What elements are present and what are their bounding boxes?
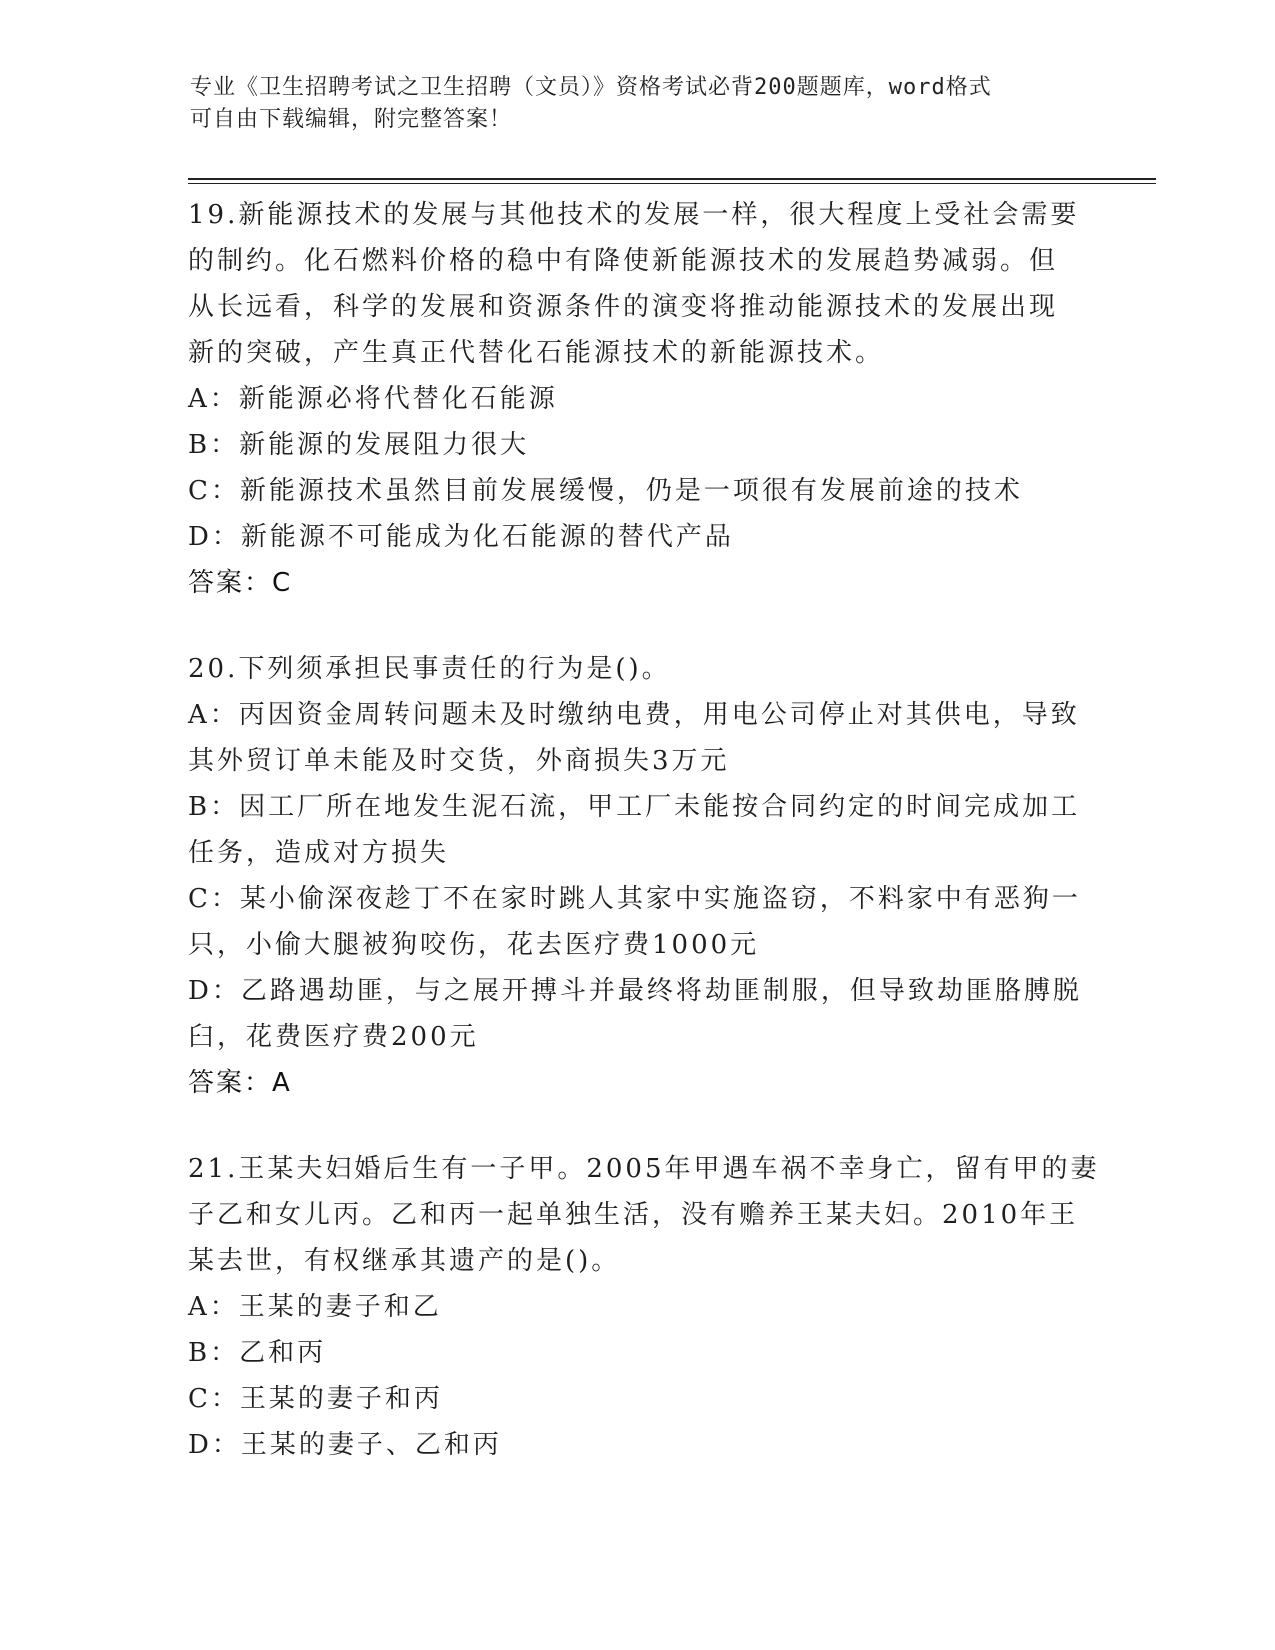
question-block xyxy=(188,192,1088,606)
answer-option xyxy=(188,1284,1088,1330)
question-stem-line: 的制约。化石燃料价格的稳中有降使新能源技术的发展趋势减弱。但 xyxy=(188,246,1059,276)
document-header xyxy=(190,72,1090,136)
answer-option-line: D：新能源不可能成为化石能源的替代产品 xyxy=(188,522,734,552)
answer-option-line: B：新能源的发展阻力很大 xyxy=(188,430,530,460)
answer-option-line: D：王某的妻子、乙和丙 xyxy=(188,1430,502,1460)
answer-option xyxy=(188,468,1088,514)
header-divider-thick xyxy=(188,178,1156,180)
answer-option-line: C：某小偷深夜趁丁不在家时跳人其家中实施盗窃，不料家中有恶狗一 xyxy=(188,884,1081,914)
question-list xyxy=(188,192,1100,1508)
answer-option xyxy=(188,784,1088,876)
answer-option xyxy=(188,692,1088,784)
answer-option xyxy=(188,422,1088,468)
answer-option-line: D：乙路遇劫匪，与之展开搏斗并最终将劫匪制服，但导致劫匪胳膊脱 xyxy=(188,976,1082,1006)
answer-option-line: B：乙和丙 xyxy=(188,1338,327,1368)
answer-option-line: B：因工厂所在地发生泥石流，甲工厂未能按合同约定的时间完成加工 xyxy=(188,792,1081,822)
answer-option-line: A：新能源必将代替化石能源 xyxy=(188,384,558,414)
answer-option-line: A：丙因资金周转问题未及时缴纳电费，用电公司停止对其供电，导致 xyxy=(188,700,1080,730)
question-stem-line: 21.王某夫妇婚后生有一子甲。2005年甲遇车祸不幸身亡，留有甲的妻 xyxy=(188,1154,1100,1184)
answer-option xyxy=(188,514,1088,560)
answer-option-line: 臼，花费医疗费200元 xyxy=(188,1022,479,1052)
answer-key: 答案：C xyxy=(188,568,293,598)
answer-option-line: 只，小偷大腿被狗咬伤，花去医疗费1000元 xyxy=(188,930,760,960)
question-stem-line: 20.下列须承担民事责任的行为是()。 xyxy=(188,654,671,684)
answer-option-line: C：新能源技术虽然目前发展缓慢，仍是一项很有发展前途的技术 xyxy=(188,476,1023,506)
answer-option xyxy=(188,876,1088,968)
answer-option-line: 其外贸订单未能及时交货，外商损失3万元 xyxy=(188,746,730,776)
answer-option-line: A：王某的妻子和乙 xyxy=(188,1292,442,1322)
question-block xyxy=(188,1146,1100,1468)
header-title-line-2: 可自由下载编辑，附完整答案！ xyxy=(190,107,513,132)
question-stem-line: 新的突破，产生真正代替化石能源技术的新能源技术。 xyxy=(188,338,885,368)
header-title-line-1: 专业《卫生招聘考试之卫生招聘（文员）》资格考试必背200题题库，word格式 xyxy=(190,75,992,100)
question-stem-line: 某去世，有权继承其遗产的是()。 xyxy=(188,1246,621,1276)
header-divider-thin xyxy=(188,183,1156,184)
answer-key: 答案：A xyxy=(188,1068,292,1098)
answer-option xyxy=(188,1422,1088,1468)
answer-option xyxy=(188,376,1088,422)
answer-option-line: 任务，造成对方损失 xyxy=(188,838,450,868)
question-stem-line: 从长远看，科学的发展和资源条件的演变将推动能源技术的发展出现 xyxy=(188,292,1059,322)
question-stem-line: 子乙和女儿丙。乙和丙一起单独生活，没有赡养王某夫妇。2010年王 xyxy=(188,1200,1079,1230)
question-stem-line: 19.新能源技术的发展与其他技术的发展一样，很大程度上受社会需要 xyxy=(188,200,1080,230)
answer-option xyxy=(188,1330,1088,1376)
answer-option-line: C：王某的妻子和丙 xyxy=(188,1384,443,1414)
answer-option xyxy=(188,1376,1088,1422)
question-block xyxy=(188,646,1088,1106)
answer-option xyxy=(188,968,1088,1060)
